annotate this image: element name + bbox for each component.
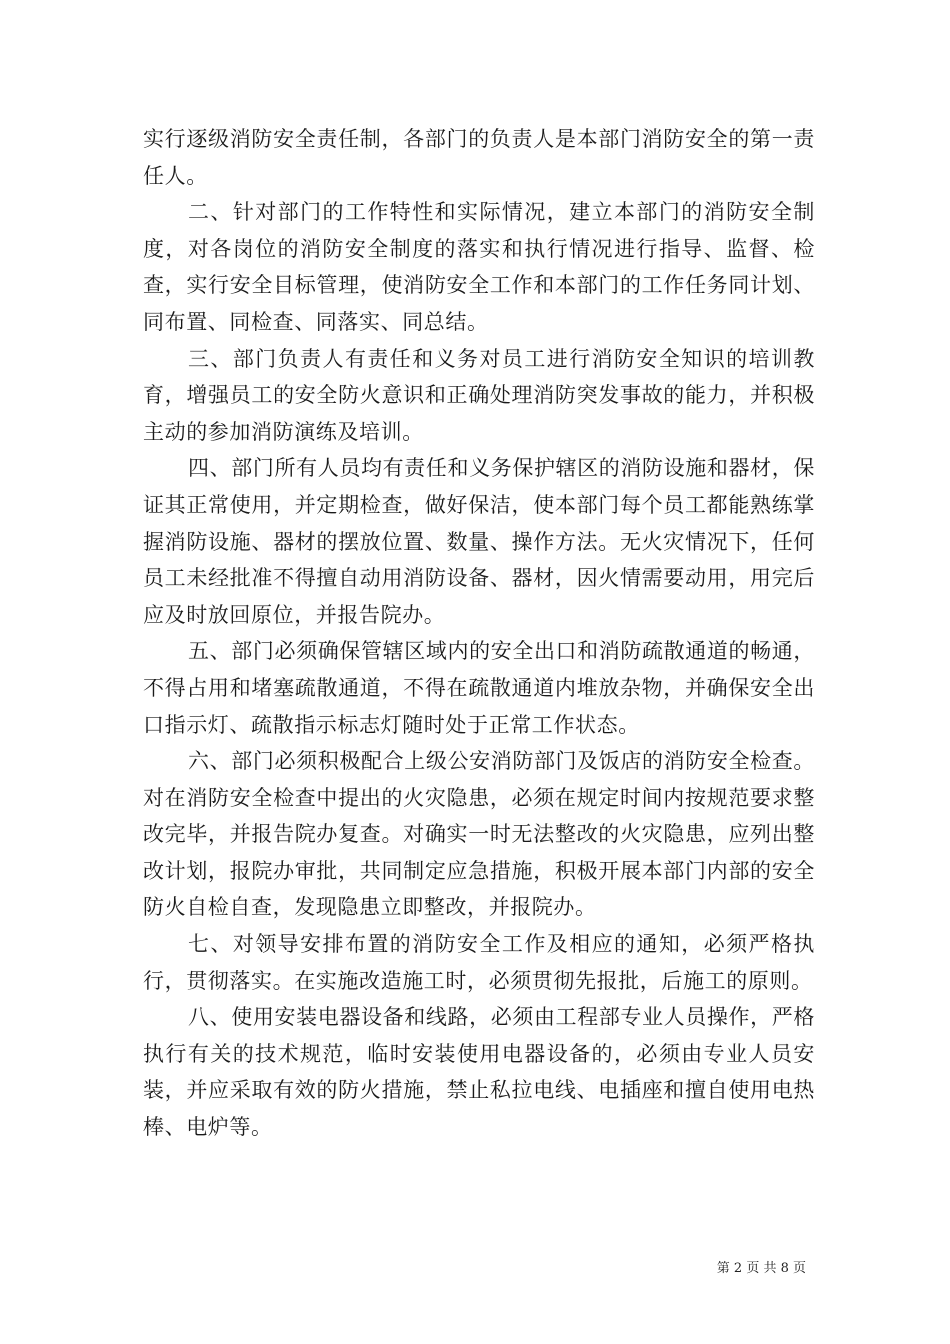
document-body (143, 121, 815, 1146)
paragraph-item-4: 四、部门所有人员均有责任和义务保护辖区的消防设施和器材，保证其正常使用，并定期检查，做好保洁，使本部门每个员工都能熟练掌握消防设施、器材的摆放位置、数量、操作方法。无火灾情况下，任何员工未经批准不得擅自动用消防设备、器材，因火情需要动用，用完后应及时放回原位，并报告院办。 (143, 456, 815, 627)
page-number-footer: 第 2 页 共 8 页 (716, 1261, 806, 1276)
paragraph-item-2: 二、针对部门的工作特性和实际情况，建立本部门的消防安全制度，对各岗位的消防安全制度的落实和执行情况进行指导、监督、检查，实行安全目标管理，使消防安全工作和本部门的工作任务同计划、同布置、同检查、同落实、同总结。 (143, 200, 815, 334)
paragraph-item-5: 五、部门必须确保管辖区域内的安全出口和消防疏散通道的畅通，不得占用和堵塞疏散通道，不得在疏散通道内堆放杂物，并确保安全出口指示灯、疏散指示标志灯随时处于正常工作状态。 (143, 639, 815, 737)
paragraph-item-6: 六、部门必须积极配合上级公安消防部门及饭店的消防安全检查。对在消防安全检查中提出的火灾隐患，必须在规定时间内按规范要求整改完毕，并报告院办复查。对确实一时无法整改的火灾隐患，应列出整改计划，报院办审批，共同制定应急措施，积极开展本部门内部的安全防火自检自查，发现隐患立即整改，并报院办。 (143, 749, 815, 920)
paragraph-item-7: 七、对领导安排布置的消防安全工作及相应的通知，必须严格执行，贯彻落实。在实施改造施工时，必须贯彻先报批，后施工的原则。 (143, 932, 815, 993)
paragraph-continuation: 实行逐级消防安全责任制，各部门的负责人是本部门消防安全的第一责任人。 (143, 127, 815, 188)
paragraph-item-8: 八、使用安装电器设备和线路，必须由工程部专业人员操作，严格执行有关的技术规范，临时安装使用电器设备的，必须由专业人员安装，并应采取有效的防火措施，禁止私拉电线、电插座和擅自使用电热棒、电炉等。 (143, 1005, 815, 1140)
paragraph-item-3: 三、部门负责人有责任和义务对员工进行消防安全知识的培训教育，增强员工的安全防火意识和正确处理消防突发事故的能力，并积极主动的参加消防演练及培训。 (143, 346, 815, 444)
